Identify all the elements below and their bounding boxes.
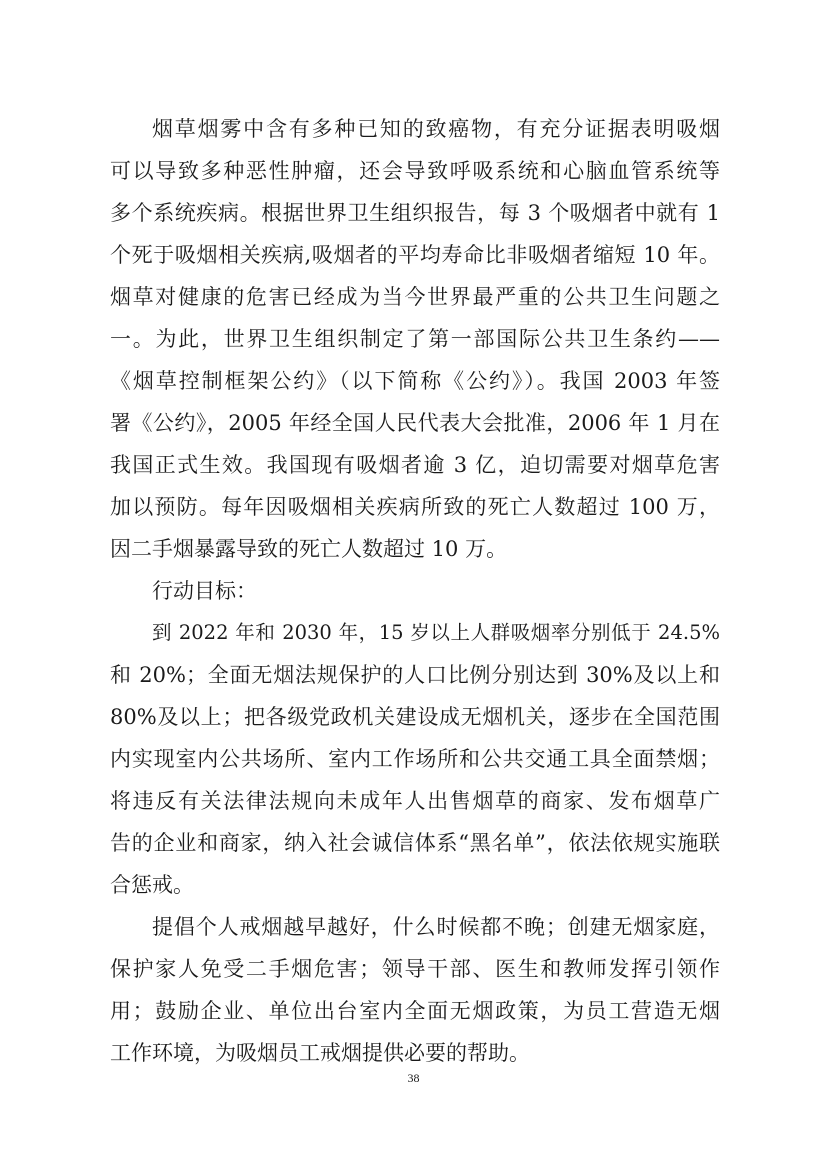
- paragraph-3-line-4: 工作环境，为吸烟员工戒烟提供必要的帮助。: [110, 1041, 530, 1065]
- paragraph-1-line-1: 烟草烟雾中含有多种已知的致癌物，有充分证据表明吸烟: [152, 117, 720, 141]
- paragraph-1-line-11: 因二手烟暴露导致的死亡人数超过 10 万。: [110, 537, 508, 561]
- paragraph-2-line-2: 和 20%；全面无烟法规保护的人口比例分别达到 30%及以上和: [110, 663, 720, 687]
- paragraph-1-line-4: 个死于吸烟相关疾病,吸烟者的平均寿命比非吸烟者缩短 10 年。: [110, 243, 720, 267]
- paragraph-2-line-1: 到 2022 年和 2030 年，15 岁以上人群吸烟率分别低于 24.5%: [152, 621, 720, 644]
- section-heading: 行动目标：: [152, 579, 257, 603]
- paragraph-2-line-3: 80%及以上；把各级党政机关建设成无烟机关，逐步在全国范围: [110, 705, 720, 729]
- paragraph-1-line-6: 一。为此，世界卫生组织制定了第一部国际公共卫生条约——: [110, 327, 720, 351]
- paragraph-2-line-6: 告的企业和商家，纳入社会诚信体系“黑名单”，依法依规实施联: [110, 831, 720, 855]
- paragraph-2-line-7: 合惩戒。: [110, 873, 194, 897]
- paragraph-1-line-3: 多个系统疾病。根据世界卫生组织报告，每 3 个吸烟者中就有 1: [110, 201, 720, 225]
- paragraph-2-line-5: 将违反有关法律法规向未成年人出售烟草的商家、发布烟草广: [110, 789, 720, 813]
- paragraph-3-line-3: 用；鼓励企业、单位出台室内全面无烟政策，为员工营造无烟: [110, 999, 720, 1023]
- page-number: 38: [407, 1071, 420, 1085]
- paragraph-1-line-5: 烟草对健康的危害已经成为当今世界最严重的公共卫生问题之: [110, 285, 720, 309]
- paragraph-1-line-2: 可以导致多种恶性肿瘤，还会导致呼吸系统和心脑血管系统等: [110, 159, 720, 183]
- paragraph-3-line-1: 提倡个人戒烟越早越好，什么时候都不晚；创建无烟家庭，: [152, 915, 720, 939]
- paragraph-1-line-9: 我国正式生效。我国现有吸烟者逾 3 亿，迫切需要对烟草危害: [110, 453, 720, 477]
- paragraph-1-line-7: 《烟草控制框架公约》（以下简称《公约》）。我国 2003 年签: [110, 369, 720, 393]
- paragraph-3-line-2: 保护家人免受二手烟危害；领导干部、医生和教师发挥引领作: [110, 957, 720, 981]
- paragraph-1-line-8: 署《公约》，2005 年经全国人民代表大会批准，2006 年 1 月在: [110, 411, 720, 435]
- paragraph-1-line-10: 加以预防。每年因吸烟相关疾病所致的死亡人数超过 100 万，: [110, 495, 720, 519]
- paragraph-2-line-4: 内实现室内公共场所、室内工作场所和公共交通工具全面禁烟；: [110, 747, 720, 771]
